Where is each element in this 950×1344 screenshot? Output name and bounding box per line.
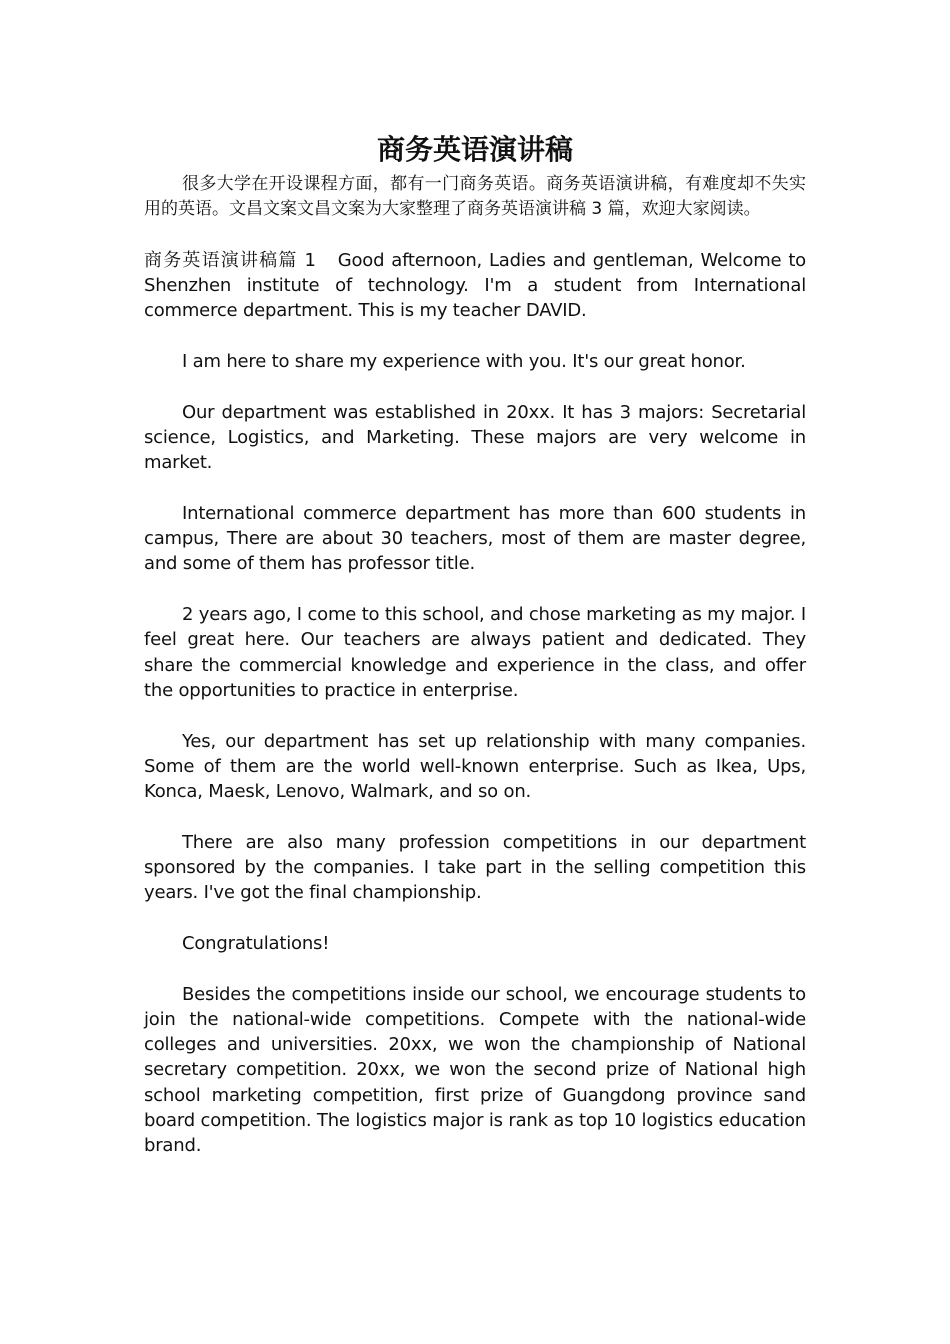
paragraph-8: Congratulations!	[182, 932, 330, 954]
paragraph-7: There are also many profession competitions in our department sponsored by the companies. I take part in the selling competition this years. I've got the final championship.	[144, 831, 806, 904]
paragraph-1	[144, 248, 806, 324]
section-label: 商务英语演讲稿篇 1	[144, 249, 316, 271]
paragraph-2: I am here to share my experience with you. It's our great honor.	[182, 351, 746, 373]
paragraph-4: International commerce department has more than 600 students in campus, There are about 30 teachers, most of them are master degree, and some of them has professor title.	[144, 502, 806, 575]
document-page	[144, 128, 806, 1184]
paragraph-9: Besides the competitions inside our school, we encourage students to join the national-wide competitions. Compete with the national-wide colleges and universities. 20xx, we won the championship of National secretary competition. 20xx, we won the second prize of National high school marketing competition, first prize of Guangdong province sand board competition. The logistics major is rank as top 10 logistics education brand.	[144, 983, 806, 1157]
paragraph-5: 2 years ago, I come to this school, and chose marketing as my major. I feel great here. Our teachers are always patient and dedicated. They share the commercial knowledge and experience in the class, and offer the opportunities to practice in enterprise.	[144, 604, 806, 701]
paragraph-6: Yes, our department has set up relationship with many companies. Some of them are the world well-known enterprise. Such as Ikea, Ups, Konca, Maesk, Lenovo, Walmark, and so on.	[144, 730, 806, 803]
paragraph-1-text: Good afternoon, Ladies and gentleman, Welcome to Shenzhen institute of technology. I'm a student from International commerce department. This is my teacher DAVID.	[144, 249, 806, 322]
intro-paragraph: 很多大学在开设课程方面，都有一门商务英语。商务英语演讲稿，有难度却不失实用的英语。文昌文案文昌文案为大家整理了商务英语演讲稿 3 篇，欢迎大家阅读。	[144, 174, 806, 220]
paragraph-3: Our department was established in 20xx. It has 3 majors: Secretarial science, Logistics, and Marketing. These majors are very welcome in market.	[144, 401, 806, 474]
document-title: 商务英语演讲稿	[376, 133, 573, 166]
